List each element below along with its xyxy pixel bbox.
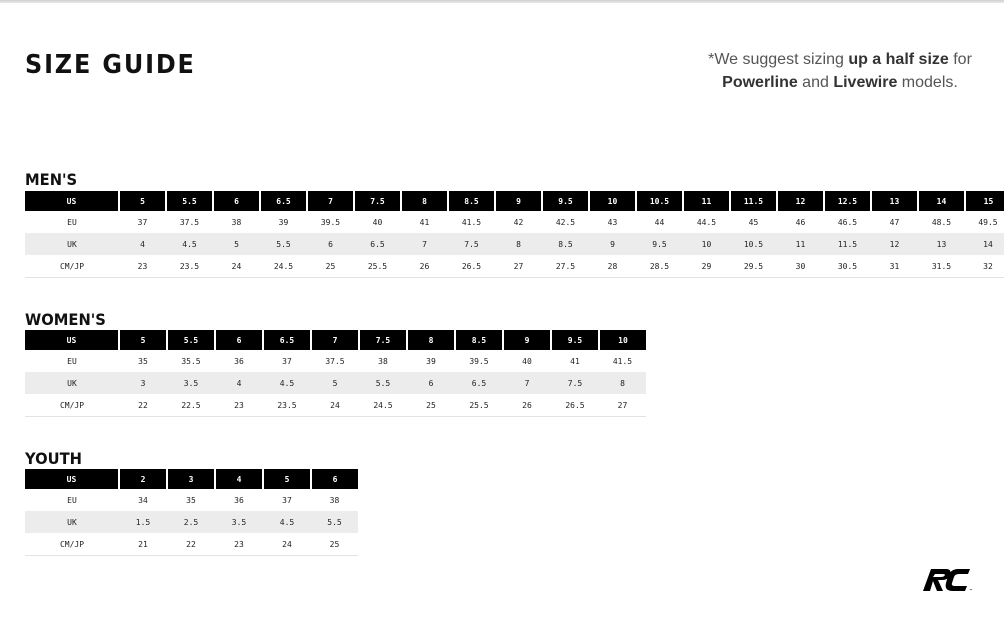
mens-size-table [25, 191, 1004, 278]
size-cell: 49.5 [978, 217, 998, 227]
size-cell: 4.5 [166, 233, 213, 255]
size-cell: 4 [119, 233, 166, 255]
size-cell: 7.5 [551, 372, 599, 394]
size-cell: 7 [503, 372, 551, 394]
size-header-cell: 10 [599, 330, 646, 350]
size-cell: 6 [407, 372, 455, 394]
size-header-cell: 6 [213, 191, 260, 211]
size-cell: 5 [311, 372, 359, 394]
row-label: EU [67, 356, 77, 366]
row-label: UK [25, 233, 119, 255]
size-cell: 40 [372, 217, 383, 227]
row-label: UK [25, 372, 119, 394]
size-cell: 6.5 [354, 233, 401, 255]
table-row [25, 511, 358, 533]
size-cell: 9.5 [636, 233, 683, 255]
size-header-cell: 7.5 [354, 191, 401, 211]
table-row [25, 255, 1004, 278]
size-header-cell: 6 [215, 330, 263, 350]
table-row [25, 372, 646, 394]
size-header-cell: 5 [119, 330, 167, 350]
note-text: *We suggest sizing [708, 51, 849, 68]
table-row [25, 211, 1004, 233]
size-cell: 43 [607, 217, 618, 227]
size-cell: 37 [282, 495, 292, 505]
size-cell: 4 [215, 372, 263, 394]
size-header-cell: 14 [918, 191, 965, 211]
size-cell: 29.5 [730, 255, 777, 278]
size-cell: 39.5 [320, 217, 341, 227]
size-header-cell: 7 [307, 191, 354, 211]
size-cell: 40 [522, 356, 532, 366]
size-cell: 25.5 [354, 255, 401, 278]
size-cell: 1.5 [119, 511, 167, 533]
size-cell: 11 [777, 233, 824, 255]
table-header-row [25, 469, 358, 489]
size-cell: 48.5 [931, 217, 952, 227]
size-cell: 24.5 [260, 255, 307, 278]
size-cell: 30.5 [824, 255, 871, 278]
note-model-powerline: Powerline [722, 74, 798, 91]
size-header-cell: 9 [495, 191, 542, 211]
size-cell: 27 [599, 394, 646, 417]
table-row [25, 489, 358, 511]
size-header-cell: 5 [263, 469, 311, 489]
size-header-cell: 8.5 [448, 191, 495, 211]
size-cell: 39 [278, 217, 289, 227]
table-row [25, 233, 1004, 255]
sizing-note [690, 48, 990, 94]
size-cell: 27 [495, 255, 542, 278]
row-label: US [25, 191, 119, 211]
size-cell: 5.5 [260, 233, 307, 255]
womens-section-title: WOMEN'S [25, 310, 106, 329]
row-label: EU [67, 217, 77, 227]
table-header-row [25, 330, 646, 350]
size-cell: 35.5 [181, 356, 201, 366]
size-header-cell: 11 [683, 191, 730, 211]
size-cell: 41.5 [612, 356, 633, 366]
size-cell: 28 [589, 255, 636, 278]
size-cell: 24 [311, 394, 359, 417]
size-cell: 8 [495, 233, 542, 255]
table-row [25, 350, 646, 372]
size-header-cell: 7.5 [359, 330, 407, 350]
size-cell: 25 [307, 255, 354, 278]
size-header-cell: 8 [401, 191, 448, 211]
top-divider [0, 0, 1004, 3]
note-text: and [797, 74, 834, 91]
size-cell: 34 [138, 495, 148, 505]
size-cell: 39.5 [469, 356, 489, 366]
size-cell: 24 [263, 533, 311, 556]
size-cell: 27.5 [542, 255, 589, 278]
svg-text:™: ™ [969, 588, 973, 593]
size-cell: 32 [965, 255, 1004, 278]
size-header-cell: 8.5 [455, 330, 503, 350]
size-cell: 23 [119, 255, 166, 278]
size-header-cell: 9 [503, 330, 551, 350]
size-cell: 3 [119, 372, 167, 394]
size-cell: 12 [871, 233, 918, 255]
size-cell: 44 [654, 217, 665, 227]
size-header-cell: 10.5 [636, 191, 683, 211]
size-cell: 3.5 [215, 511, 263, 533]
size-header-cell: 15 [965, 191, 1004, 211]
size-header-cell: 6 [311, 469, 358, 489]
size-cell: 44.5 [696, 217, 717, 227]
size-cell: 38 [329, 495, 340, 505]
size-cell: 38 [378, 356, 388, 366]
size-cell: 9 [589, 233, 636, 255]
size-header-cell: 9.5 [551, 330, 599, 350]
size-cell: 35 [186, 495, 196, 505]
size-cell: 22 [119, 394, 167, 417]
size-header-cell: 4 [215, 469, 263, 489]
size-header-cell: 2 [119, 469, 167, 489]
size-cell: 46.5 [837, 217, 858, 227]
size-cell: 37.5 [325, 356, 345, 366]
note-text: models. [897, 74, 958, 91]
row-label: CM/JP [25, 533, 119, 556]
size-header-cell: 5 [119, 191, 166, 211]
size-cell: 7.5 [448, 233, 495, 255]
size-cell: 24.5 [359, 394, 407, 417]
size-cell: 37 [137, 217, 148, 227]
size-cell: 4.5 [263, 372, 311, 394]
size-header-cell: 5.5 [166, 191, 213, 211]
size-cell: 21 [119, 533, 167, 556]
size-header-cell: 9.5 [542, 191, 589, 211]
size-cell: 31 [871, 255, 918, 278]
size-cell: 25 [407, 394, 455, 417]
size-cell: 39 [426, 356, 436, 366]
row-label: CM/JP [25, 394, 119, 417]
size-header-cell: 8 [407, 330, 455, 350]
size-cell: 42.5 [555, 217, 576, 227]
youth-size-table [25, 469, 358, 556]
size-cell: 47 [889, 217, 900, 227]
size-cell: 45 [748, 217, 759, 227]
rc-logo-icon [920, 564, 976, 594]
size-cell: 42 [513, 217, 524, 227]
size-header-cell: 5.5 [167, 330, 215, 350]
size-cell: 4.5 [263, 511, 311, 533]
size-cell: 22.5 [167, 394, 215, 417]
size-header-cell: 11.5 [730, 191, 777, 211]
size-cell: 5.5 [311, 511, 358, 533]
size-header-cell: 6.5 [260, 191, 307, 211]
size-cell: 6.5 [455, 372, 503, 394]
size-cell: 24 [213, 255, 260, 278]
row-label: CM/JP [25, 255, 119, 278]
size-cell: 25 [311, 533, 358, 556]
row-label: US [25, 330, 119, 350]
size-header-cell: 6.5 [263, 330, 311, 350]
size-cell: 35 [138, 356, 148, 366]
size-cell: 29 [683, 255, 730, 278]
size-header-cell: 13 [871, 191, 918, 211]
size-cell: 6 [307, 233, 354, 255]
size-header-cell: 12.5 [824, 191, 871, 211]
size-cell: 26.5 [448, 255, 495, 278]
youth-section-title: YOUTH [25, 449, 82, 468]
note-model-livewire: Livewire [833, 74, 898, 91]
page-title: SIZE GUIDE [25, 50, 196, 80]
size-cell: 22 [167, 533, 215, 556]
size-cell: 30 [777, 255, 824, 278]
size-header-cell: 10 [589, 191, 636, 211]
size-cell: 5.5 [359, 372, 407, 394]
table-row [25, 533, 358, 556]
size-cell: 25.5 [455, 394, 503, 417]
table-row [25, 394, 646, 417]
size-cell: 36 [234, 495, 244, 505]
note-emphasis: up a half size [848, 51, 949, 68]
row-label: EU [67, 495, 77, 505]
size-cell: 5 [213, 233, 260, 255]
size-cell: 26 [503, 394, 551, 417]
size-cell: 10.5 [730, 233, 777, 255]
table-header-row [25, 191, 1004, 211]
note-text: for [948, 51, 972, 68]
size-cell: 28.5 [636, 255, 683, 278]
size-cell: 38 [231, 217, 242, 227]
size-cell: 8 [599, 372, 646, 394]
row-label: UK [25, 511, 119, 533]
row-label: US [25, 469, 119, 489]
size-cell: 23.5 [166, 255, 213, 278]
size-cell: 36 [234, 356, 244, 366]
size-cell: 26.5 [551, 394, 599, 417]
size-header-cell: 12 [777, 191, 824, 211]
size-cell: 7 [401, 233, 448, 255]
womens-size-table [25, 330, 646, 417]
size-header-cell: 7 [311, 330, 359, 350]
size-cell: 31.5 [918, 255, 965, 278]
size-cell: 13 [918, 233, 965, 255]
size-cell: 2.5 [167, 511, 215, 533]
size-cell: 23.5 [263, 394, 311, 417]
size-cell: 46 [795, 217, 806, 227]
size-cell: 41.5 [461, 217, 482, 227]
size-cell: 37.5 [179, 217, 200, 227]
size-cell: 3.5 [167, 372, 215, 394]
size-cell: 10 [683, 233, 730, 255]
size-cell: 37 [282, 356, 292, 366]
size-cell: 8.5 [542, 233, 589, 255]
size-cell: 41 [419, 217, 430, 227]
size-cell: 23 [215, 394, 263, 417]
size-cell: 23 [215, 533, 263, 556]
mens-section-title: MEN'S [25, 170, 78, 189]
size-header-cell: 3 [167, 469, 215, 489]
size-cell: 11.5 [824, 233, 871, 255]
size-cell: 41 [570, 356, 580, 366]
size-cell: 14 [965, 233, 1004, 255]
size-cell: 26 [401, 255, 448, 278]
